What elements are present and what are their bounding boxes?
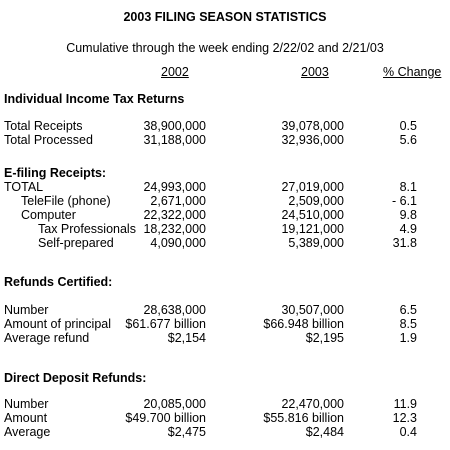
value-change: 11.9 <box>393 397 417 411</box>
value-change: 1.9 <box>399 331 417 345</box>
value-2003: 19,121,000 <box>281 222 344 236</box>
value-2002: 18,232,000 <box>143 222 206 236</box>
value-2002: 24,993,000 <box>143 180 206 194</box>
value-2003: 5,389,000 <box>288 236 344 250</box>
section-heading-refunds-certified: Refunds Certified: <box>4 275 113 289</box>
row-label: Average refund <box>4 331 90 345</box>
value-2002: 28,638,000 <box>143 303 206 317</box>
value-2003: $66.948 billion <box>263 317 344 331</box>
value-2002: $49.700 billion <box>125 411 206 425</box>
row-label: TOTAL <box>4 180 44 194</box>
row-label: Total Processed <box>4 133 93 147</box>
column-header-2003: 2003 <box>301 65 329 79</box>
value-change: 8.5 <box>399 317 417 331</box>
value-2003: 39,078,000 <box>281 119 344 133</box>
value-change: 9.8 <box>399 208 417 222</box>
row-label: Amount of principal <box>4 317 112 331</box>
section-heading-direct-deposit: Direct Deposit Refunds: <box>4 371 147 385</box>
row-label: Average <box>4 425 51 439</box>
value-change: 6.5 <box>399 303 417 317</box>
section-heading-efiling: E-filing Receipts: <box>4 166 107 180</box>
value-2003: $2,195 <box>305 331 344 345</box>
value-2002: $2,154 <box>167 331 206 345</box>
value-change: - 6.1 <box>391 194 417 208</box>
page-subtitle: Cumulative through the week ending 2/22/02 and 2/21/03 <box>66 41 384 55</box>
value-2003: 2,509,000 <box>288 194 344 208</box>
row-label: Number <box>4 397 49 411</box>
value-2003: 27,019,000 <box>281 180 344 194</box>
column-header-change: % Change <box>383 65 442 79</box>
row-label: Self-prepared <box>38 236 114 250</box>
row-label: Computer <box>21 208 76 222</box>
value-2003: $2,484 <box>305 425 344 439</box>
row-label: TeleFile (phone) <box>21 194 111 208</box>
value-change: 0.5 <box>399 119 417 133</box>
row-label: Tax Professionals <box>38 222 136 236</box>
value-2002: 38,900,000 <box>143 119 206 133</box>
value-2003: $55.816 billion <box>263 411 344 425</box>
column-header-2002: 2002 <box>161 65 189 79</box>
value-change: 12.3 <box>392 411 417 425</box>
row-label: Total Receipts <box>4 119 83 133</box>
section-heading-individual-returns: Individual Income Tax Returns <box>4 92 185 106</box>
row-label: Amount <box>4 411 48 425</box>
value-2002: 31,188,000 <box>143 133 206 147</box>
value-2002: 2,671,000 <box>150 194 206 208</box>
value-2003: 24,510,000 <box>281 208 344 222</box>
value-change: 4.9 <box>399 222 417 236</box>
value-change: 0.4 <box>399 425 417 439</box>
value-2002: $61.677 billion <box>125 317 206 331</box>
value-change: 5.6 <box>399 133 417 147</box>
value-2002: 22,322,000 <box>143 208 206 222</box>
value-2003: 32,936,000 <box>281 133 344 147</box>
page-title: 2003 FILING SEASON STATISTICS <box>123 10 327 24</box>
value-2002: 4,090,000 <box>150 236 206 250</box>
value-2002: 20,085,000 <box>143 397 206 411</box>
value-2002: $2,475 <box>167 425 206 439</box>
value-change: 31.8 <box>392 236 417 250</box>
value-change: 8.1 <box>399 180 417 194</box>
value-2003: 22,470,000 <box>281 397 344 411</box>
row-label: Number <box>4 303 49 317</box>
value-2003: 30,507,000 <box>281 303 344 317</box>
